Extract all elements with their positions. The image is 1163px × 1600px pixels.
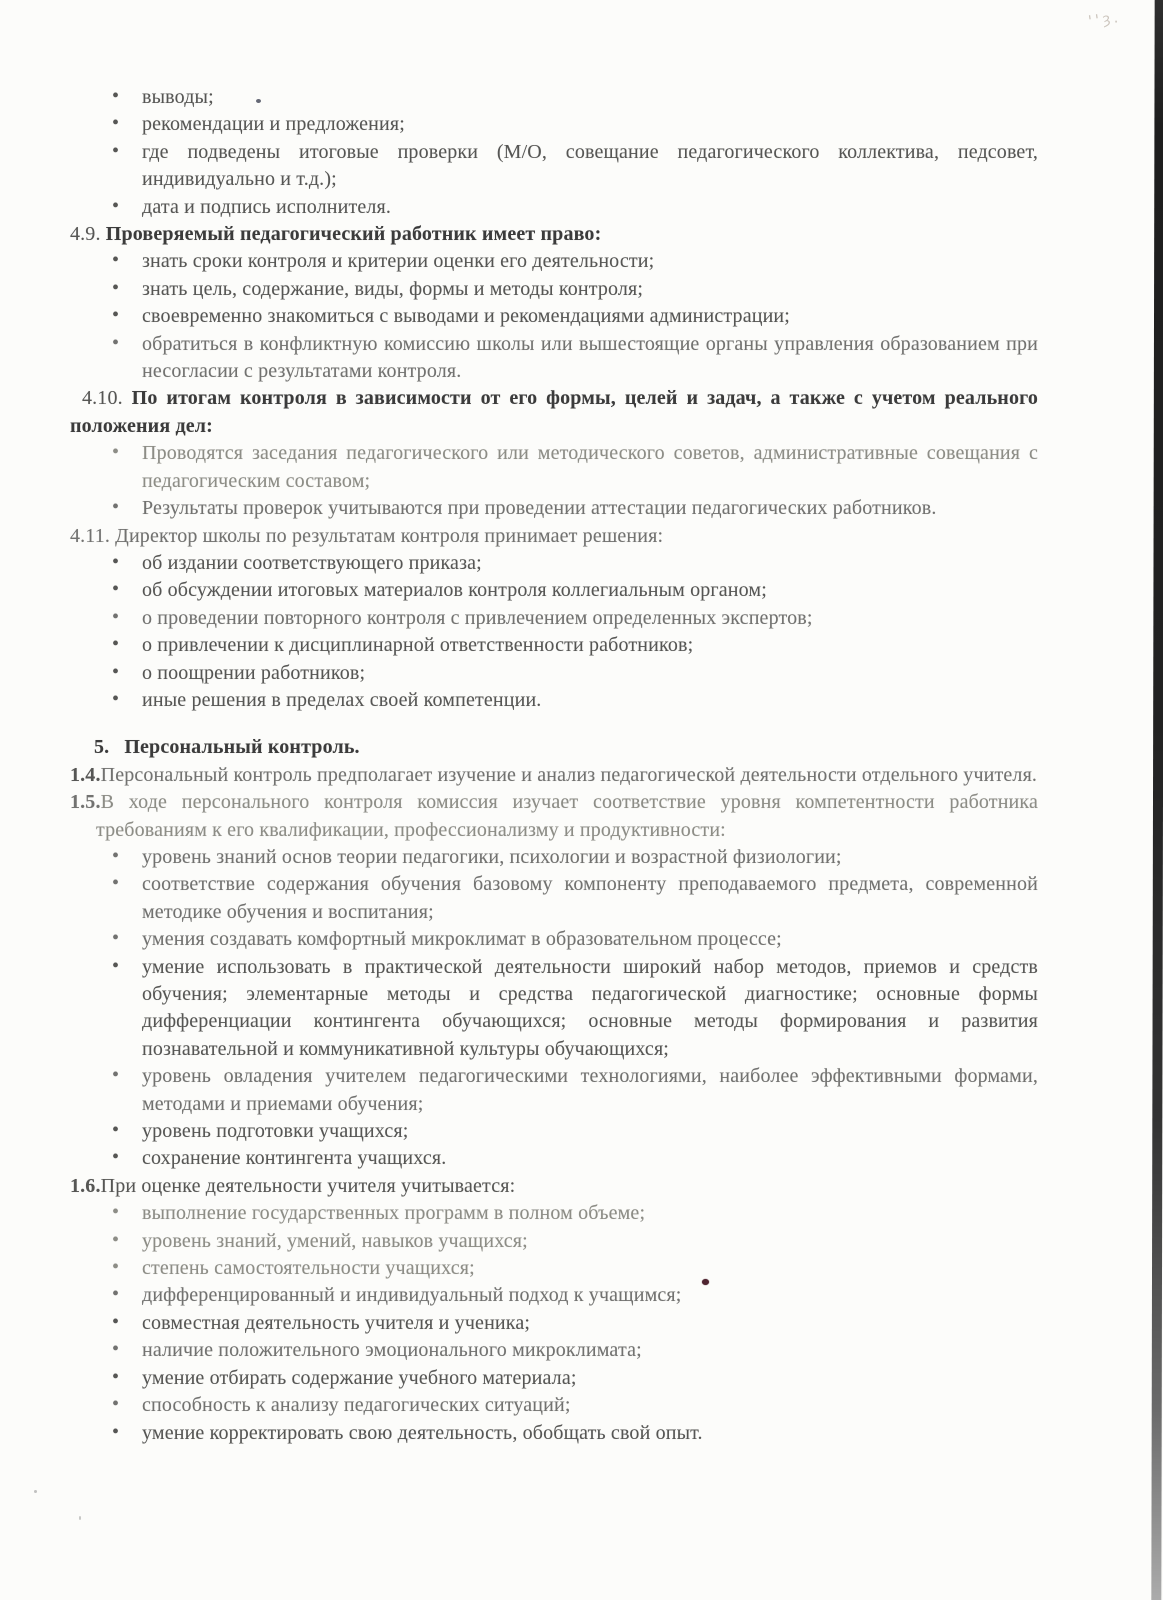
list-item-text: рекомендации и предложения; — [142, 113, 405, 136]
list-item — [70, 1063, 1038, 1118]
stray-dot-mark — [256, 99, 261, 103]
bullet-icon: • — [112, 844, 120, 867]
list-item-text: умение использовать в практической деятельности широкий набор методов, приемов и средств обучения; элементарные методы и средства педагогической диагностике; основные формы дифференциации контингента обучающихся; основные методы формирования и развития познавательной и коммуникативной культуры обучающихся; — [142, 955, 1038, 1060]
bullet-icon: • — [112, 660, 120, 683]
list-item-text: знать сроки контроля и критерии оценки его деятельности; — [142, 250, 655, 273]
para-4-10 — [70, 385, 1038, 440]
list-item — [70, 1228, 1038, 1255]
list-item-text: о проведении повторного контроля с привлечением определенных экспертов; — [142, 606, 813, 629]
list-item-text: уровень знаний, умений, навыков учащихся; — [142, 1229, 528, 1252]
list-item — [70, 550, 1038, 577]
list-item — [70, 303, 1038, 330]
list-item — [70, 577, 1038, 604]
list-item — [70, 1310, 1038, 1337]
bullet-icon: • — [112, 633, 120, 656]
list-item — [70, 660, 1038, 687]
paragraph-number: 1.4. — [70, 763, 101, 786]
bullet-icon: • — [112, 1365, 120, 1388]
bullet-icon: • — [112, 578, 120, 601]
bullet-icon: • — [112, 1201, 120, 1224]
list-item-text: об издании соответствующего приказа; — [142, 551, 482, 574]
paragraph-text: Директор школы по результатам контроля принимает решения: — [110, 524, 664, 547]
list-item — [70, 605, 1038, 632]
list-item — [70, 84, 1038, 111]
list-item — [70, 1282, 1038, 1309]
list-item-text: Проводятся заседания педагогического или методического советов, административные совещания с педагогическим составом; — [142, 442, 1038, 492]
bullet-icon: • — [112, 304, 120, 327]
bullet-icon: • — [112, 1310, 120, 1333]
list-item-text: выполнение государственных программ в полном объеме; — [142, 1202, 646, 1225]
list-item — [70, 1420, 1038, 1447]
paragraph-number: 1.6. — [70, 1174, 101, 1197]
document-content — [70, 84, 1038, 1447]
bullet-icon: • — [112, 139, 120, 162]
ink-dot — [702, 1279, 709, 1285]
teacher-evaluation-list — [70, 1200, 1038, 1447]
bullet-icon: • — [112, 927, 120, 950]
bullet-icon: • — [112, 496, 120, 519]
bullet-icon: • — [112, 441, 120, 464]
bullet-icon: • — [112, 954, 120, 977]
list-item — [70, 1200, 1038, 1227]
list-item-text: своевременно знакомиться с выводами и рекомендациями администрации; — [142, 305, 790, 328]
bullet-icon: • — [112, 1146, 120, 1169]
paragraph-text: Проверяемый педагогический работник имеет право: — [100, 223, 602, 246]
list-item — [70, 139, 1038, 194]
paragraph-number: 4.10. — [82, 387, 123, 410]
bullet-icon: • — [112, 1338, 120, 1361]
list-item — [70, 871, 1038, 926]
list-item — [70, 954, 1038, 1064]
list-item — [70, 1118, 1038, 1145]
list-item — [70, 111, 1038, 138]
para-1-6 — [70, 1173, 1038, 1200]
list-item — [70, 844, 1038, 871]
paragraph-text: В ходе персонального контроля комиссия изучает соответствие уровня компетентности работника требованиям к его квалификации, профессионализму и продуктивности: — [96, 791, 1038, 841]
bullet-icon: • — [112, 249, 120, 272]
paragraph-text: Персональный контроль предполагает изучение и анализ педагогической деятельности отдельного учителя. — [100, 763, 1038, 786]
bullet-icon: • — [112, 276, 120, 299]
bullet-icon: • — [112, 194, 120, 217]
para-4-11 — [70, 523, 1038, 550]
bullet-icon: • — [112, 85, 120, 107]
paragraph-number: 1.5. — [70, 791, 101, 814]
list-item — [70, 194, 1038, 221]
bullet-icon: • — [112, 1393, 120, 1416]
list-item-text: уровень подготовки учащихся; — [142, 1120, 409, 1143]
list-item-text: умение корректировать свою деятельность, обобщать свой опыт. — [142, 1421, 703, 1444]
list-item — [70, 926, 1038, 953]
bullet-icon: • — [112, 550, 120, 573]
bullet-icon: • — [112, 605, 120, 628]
paragraph-text: Персональный контроль. — [124, 736, 360, 759]
list-item — [70, 632, 1038, 659]
list-item — [70, 1255, 1038, 1282]
director-decisions-list — [70, 550, 1038, 714]
bullet-icon: • — [112, 1064, 120, 1087]
list-item — [70, 248, 1038, 275]
paragraph-text: При оценке деятельности учителя учитывается: — [100, 1174, 516, 1197]
list-item-text: сохранение контингента учащихся. — [142, 1147, 447, 1170]
list-item — [70, 1337, 1038, 1364]
list-item — [70, 1392, 1038, 1419]
list-item-text: где подведены итоговые проверки (М/О, совещание педагогического коллектива, педсовет, индивидуально и т.д.); — [142, 140, 1038, 191]
para-1-5 — [70, 789, 1038, 844]
list-item-text: выводы; — [142, 86, 214, 108]
bullet-icon: • — [112, 872, 120, 895]
list-item — [70, 1365, 1038, 1392]
paragraph-text: По итогам контроля в зависимости от его формы, целей и задач, а также с учетом реального положения дел: — [70, 387, 1038, 437]
paragraph-number: 5. — [94, 736, 110, 759]
list-item-text: уровень знаний основ теории педагогики, психологии и возрастной физиологии; — [142, 845, 842, 868]
list-item-text: дифференцированный и индивидуальный подход к учащимся; — [142, 1284, 682, 1307]
bullet-icon: • — [112, 1256, 120, 1279]
list-item-text: знать цель, содержание, виды, формы и методы контроля; — [142, 277, 644, 300]
list-item-text: иные решения в пределах своей компетенции. — [142, 688, 542, 711]
list-item-text: умения создавать комфортный микроклимат в образовательном процессе; — [142, 928, 782, 951]
list-item-text: о привлечении к дисциплинарной ответственности работников; — [142, 634, 694, 657]
list-item-text: уровень овладения учителем педагогическими технологиями, наиболее эффективными формами, методами и приемами обучения; — [142, 1065, 1038, 1115]
bullet-icon: • — [112, 1283, 120, 1306]
para-4-9 — [70, 221, 1038, 248]
list-item-text: совместная деятельность учителя и ученика; — [142, 1311, 531, 1334]
control-results-list — [70, 440, 1038, 522]
report-summary-list — [70, 84, 1038, 221]
scan-speck — [34, 1490, 37, 1493]
heading-section-5 — [94, 734, 1038, 761]
rights-list — [70, 248, 1038, 385]
list-item — [70, 687, 1038, 714]
scan-speck — [79, 1516, 81, 1520]
list-item — [70, 1145, 1038, 1172]
list-item — [70, 495, 1038, 522]
list-item-text: Результаты проверок учитываются при проведении аттестации педагогических работников. — [142, 497, 937, 520]
list-item-text: о поощрении работников; — [142, 661, 366, 684]
list-item-text: об обсуждении итоговых материалов контроля коллегиальным органом; — [142, 579, 767, 602]
list-item — [70, 331, 1038, 386]
competence-criteria-list — [70, 844, 1038, 1173]
bullet-icon: • — [112, 1420, 120, 1443]
list-item — [70, 276, 1038, 303]
bullet-icon: • — [112, 1119, 120, 1142]
paragraph-number: 4.9. — [70, 223, 101, 246]
pencil-mark: ''ȝ. — [1087, 7, 1123, 31]
list-item-text: дата и подпись исполнителя. — [142, 195, 392, 218]
list-item — [70, 440, 1038, 495]
list-item-text: способность к анализу педагогических ситуаций; — [142, 1394, 571, 1417]
list-item-text: обратиться в конфликтную комиссию школы или вышестоящие органы управления образованием при несогласии с результатами контроля. — [142, 332, 1038, 383]
bullet-icon: • — [112, 112, 120, 135]
bullet-icon: • — [112, 687, 120, 710]
list-item-text: наличие положительного эмоционального микроклимата; — [142, 1339, 642, 1362]
list-item-text: умение отбирать содержание учебного материала; — [142, 1366, 577, 1389]
bullet-icon: • — [112, 331, 120, 354]
para-1-4 — [70, 762, 1038, 789]
scan-edge-shadow — [1151, 0, 1163, 1600]
list-item-text: степень самостоятельности учащихся; — [142, 1257, 475, 1280]
bullet-icon: • — [112, 1228, 120, 1251]
paragraph-number: 4.11. — [70, 524, 111, 547]
list-item-text: соответствие содержания обучения базовому компоненту преподаваемого предмета, современной методике обучения и воспитания; — [142, 873, 1038, 923]
